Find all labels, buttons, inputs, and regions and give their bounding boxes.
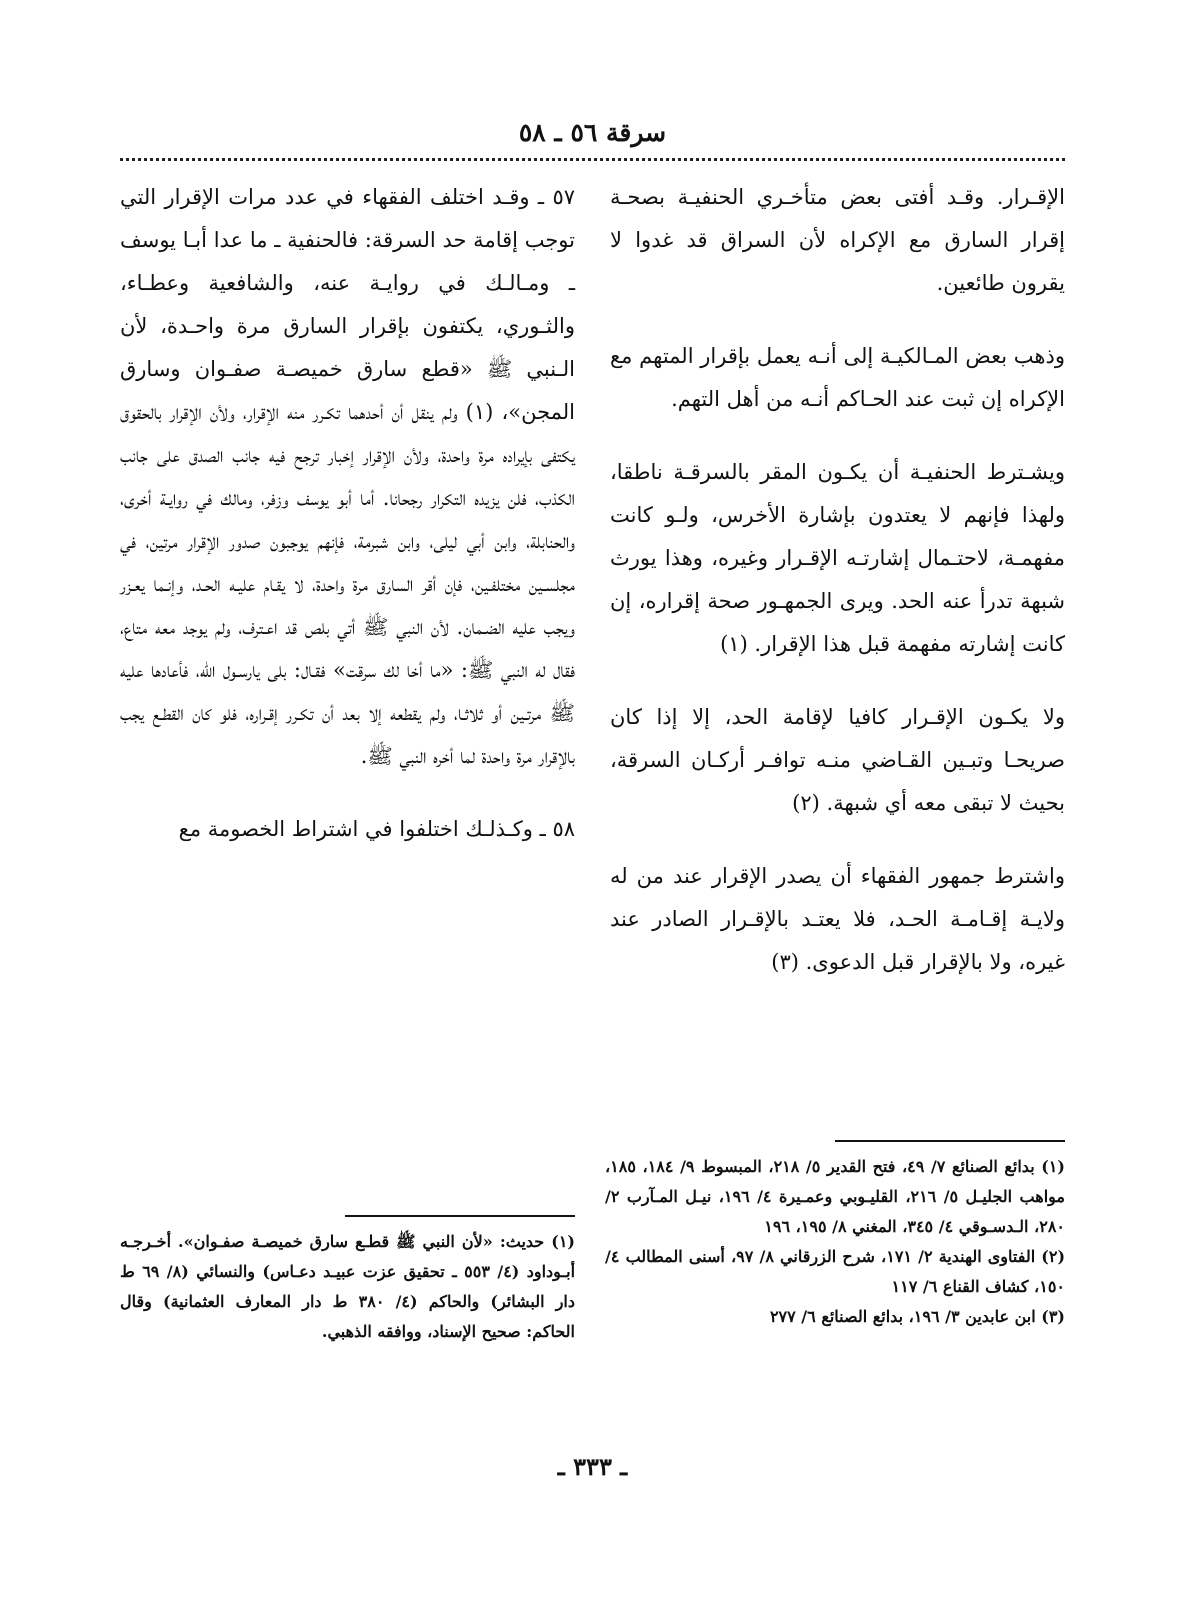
right-column — [610, 176, 1065, 1014]
footnote: (٢) الفتاوى الهندية ٢/ ١٧١، شرح الزرقاني ٨/ ٩٧، أسنى المطالب ٤/ ١٥٠، كشاف القناع ٦/ ١١٧ — [605, 1247, 1066, 1296]
left-footnotes — [120, 1215, 575, 1347]
paragraph: وذهب بعض المـالكيـة إلى أنـه يعمل بإقرار المتهم مع الإكراه إن ثبت عند الحـاكم أنـه من أهل التهم. — [610, 344, 1065, 411]
footnote: (١) بدائع الصنائع ٧/ ٤٩، فتح القدير ٥/ ٢١٨، المبسوط ٩/ ١٨٤، ١٨٥، مواهب الجليـل ٥/ ٢١٦، القليـوبي وعمـيرة ٤/ ١٩٦، نيـل المـآرب ٢/ ٢٨٠، الـدسـوقي ٤/ ٣٤٥، المغني ٨/ ١٩٥، ١٩٦ — [605, 1157, 1065, 1236]
footnote: (٣) ابن عابدين ٣/ ١٩٦، بدائع الصنائع ٦/ ٢٧٧ — [769, 1307, 1065, 1326]
running-header: سرقة ٥٦ ـ ٥٨ — [518, 118, 667, 147]
footnote: (١) حديث: «لأن النبي ﷺ قطـع سارق خميصـة صفـوان». أخـرجـه أبـوداود (٤/ ٥٥٣ ـ تحقيق عزت عبيـد دعـاس) والنسائي (٨/ ٦٩ ط دار البشائر) والحاكم (٤/ ٣٨٠ ط دار المعارف العثمانية) وقال الحاكم: صحيح الإسناد، ووافقه الذهبي. — [120, 1232, 576, 1341]
paragraph: ٥٨ ـ وكـذلـك اختلفوا في اشتراط الخصومة مع — [178, 817, 575, 841]
paragraph: ولا يكـون الإقـرار كافيا لإقامة الحد، إلا إذا كان صريحـا وتبـين القـاضي منـه توافـر أركـان السرقة، بحيث لا تبقى معه أي شبهة. (٢) — [610, 705, 1065, 815]
paragraph: واشترط جمهور الفقهاء أن يصدر الإقرار عند من له ولايـة إقـامـة الحـد، فلا يعتـد بالإقـرار الصادر عند غيره، ولا بالإقرار قبل الدعوى. (٣) — [610, 864, 1065, 974]
header-dotted-rule — [120, 158, 1065, 161]
footnote-rule — [835, 1140, 1065, 1142]
page-number: ـ ٣٣٣ ـ — [557, 1452, 628, 1481]
footnote-rule — [345, 1215, 575, 1217]
paragraph: الإقـرار. وقـد أفتى بعض متأخـري الحنفيـة بصحـة إقرار السارق مع الإكراه لأن السراق قد غدوا لا يقرون طائعين. — [610, 185, 1065, 295]
paragraph: ويشـترط الحنفيـة أن يكـون المقر بالسرقـة ناطقا، ولهذا فإنهم لا يعتدون بإشارة الأخرس، ولـو كانت مفهمـة، لاحتـمال إشارتـه الإقـرار وغيره، وهذا يورث شبهة تدرأ عنه الحد. ويرى الجمهـور صحة إقراره، إن كانت إشارته مفهمة قبل هذا الإقرار. (١) — [610, 460, 1065, 656]
right-footnotes — [605, 1140, 1065, 1332]
paragraph: ٥٧ ـ وقـد اختلف الفقهاء في عدد مرات الإقرار التي توجب إقامة حد السرقة: فالحنفية ـ ما عدا أبـا يوسف ـ ومـالـك في روايـة عنه، والشافعية وعطـاء، والثـوري، يكتفون بإقرار السارق مرة واحـدة، لأن الـنبي ﷺ «قطع سارق خميصـة صفـوان وسارق المجن»، (١) ولم ينقل أن أحدهما تكـرر منه الإقرار، ولأن الإقرار بالحقوق يكتفى بإيراده مرة واحدة، ولأن الإقرار إخبار ترجح فيه جانب الصدق على جانب الكذب، فلن يزيده التكرار رجحانا. أما أبو يوسف وزفر، ومالك في روايـة أخرى، والحنابلة، وابن أبي ليلى، وابن شبرمة، فإنهم يوجبون صدور الإقرار مرتين، في مجلسـين مختلفـين، فإن أقر السارق مرة واحدة، لا يقـام عليـه الحـد، وإنـما يعـزر ويجب عليه الضـمان. لأن النبي ﷺ أتي بلص قد اعـترف، ولم يوجد معه متاع، فقال له النبي ﷺ: «ما أخا لك سرقت» فقـال: بلى يارسـول الله، فأعادها عليه ﷺ مرتـين أو ثلاثـا، ولم يقطعه إلا بعد أن تكـرر إقـراره، فلو كان القطـع يجب بالإقرار مرة واحدة لما أخره النبي ﷺ. — [120, 185, 576, 768]
left-column — [120, 176, 575, 881]
